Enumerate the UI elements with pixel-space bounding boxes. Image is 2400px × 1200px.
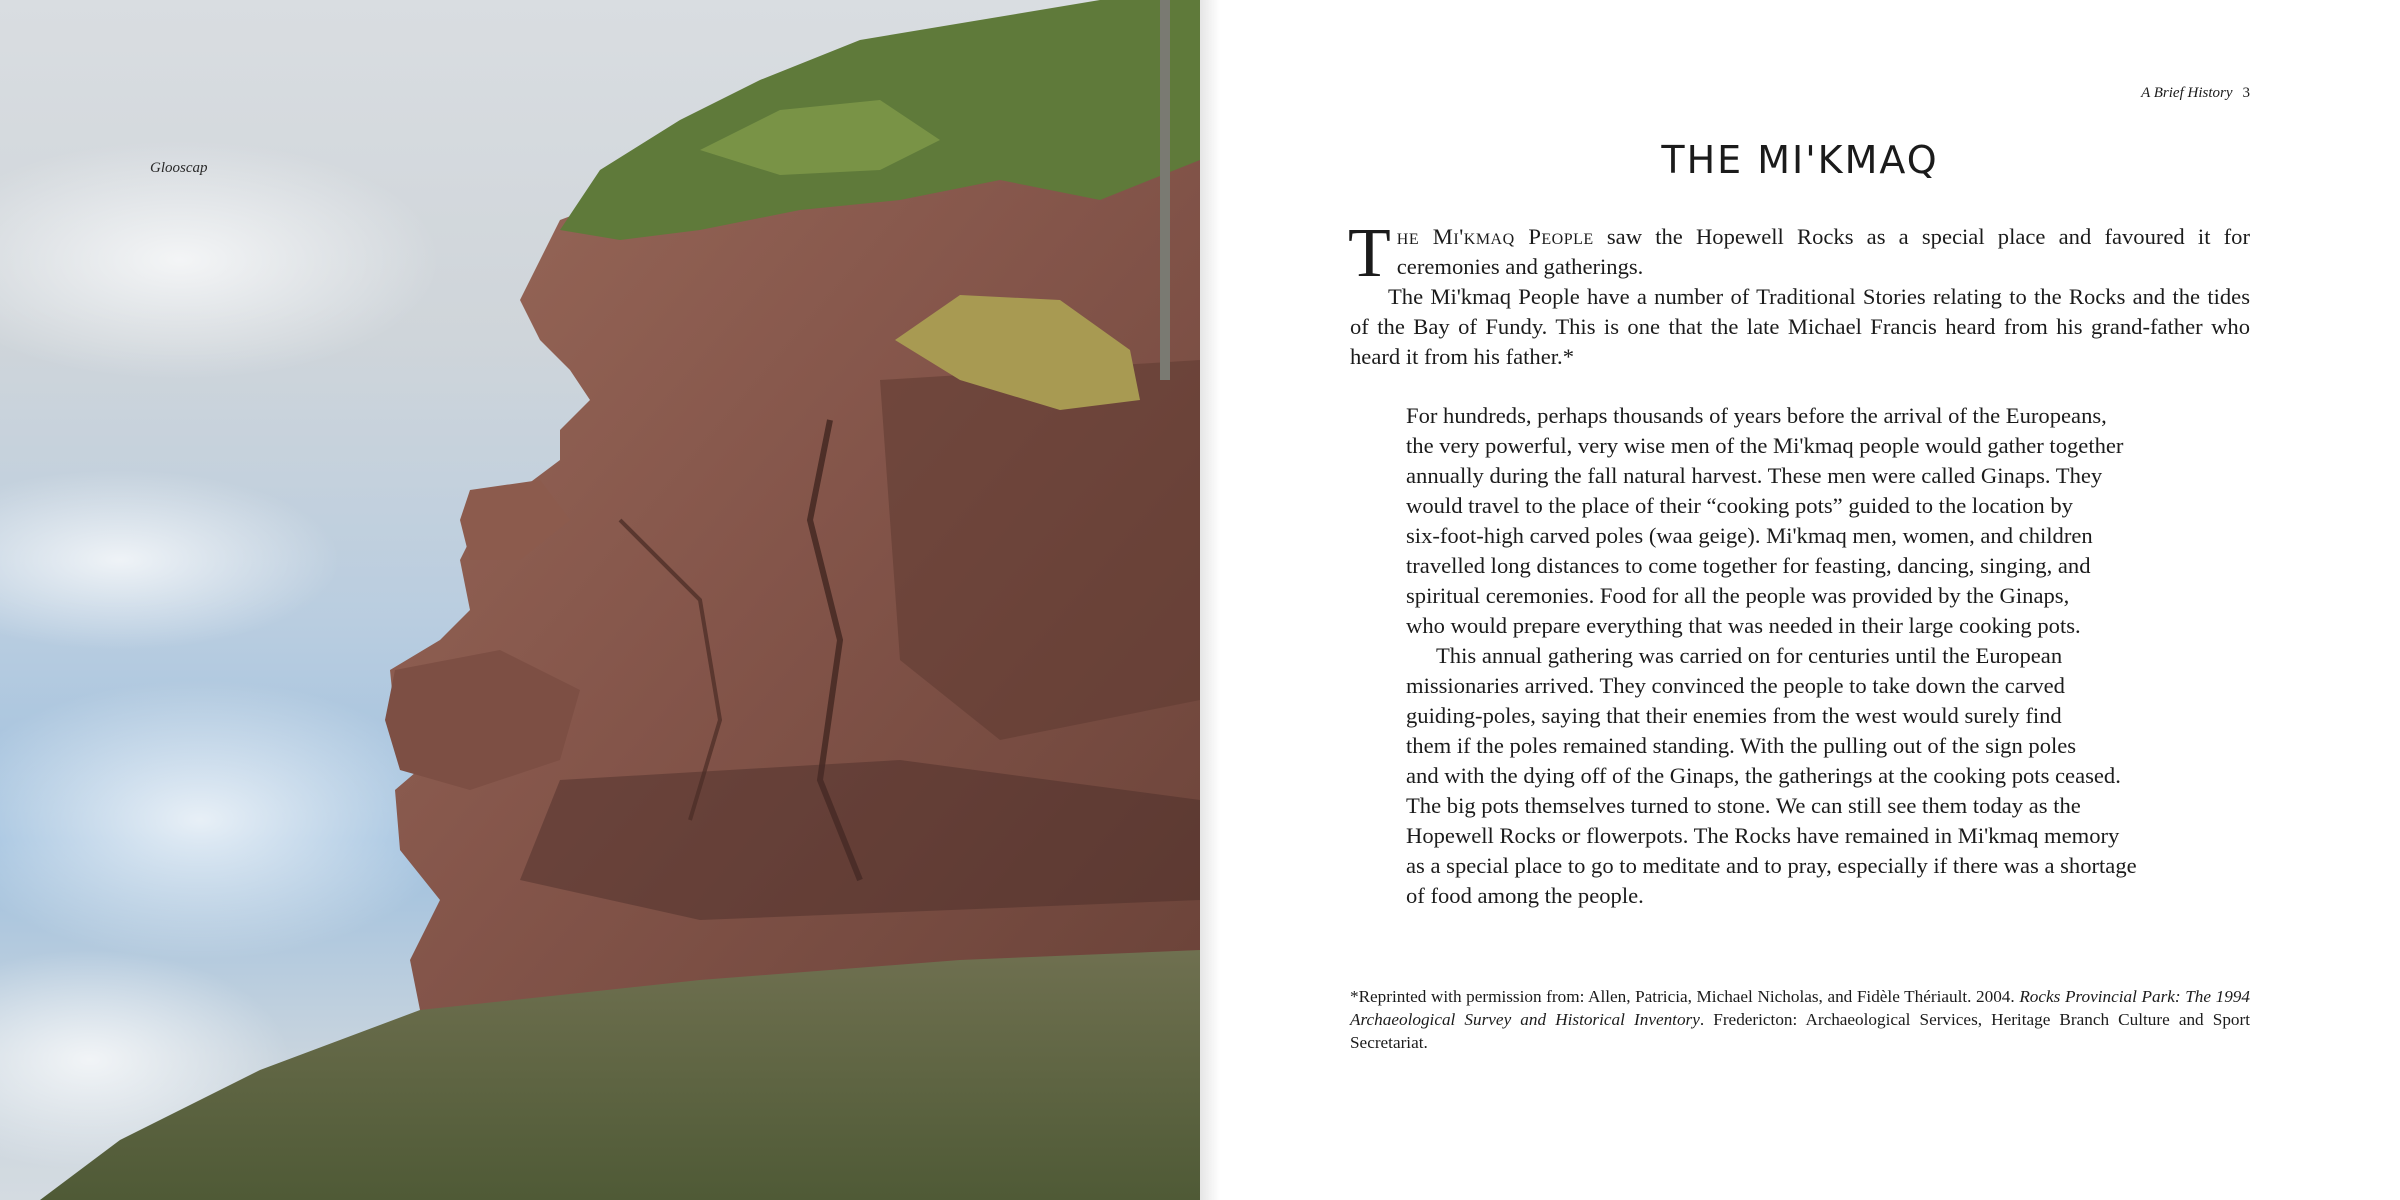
quote-line: six-foot-high carved poles (waa geige). Mi'kmaq men, women, and children xyxy=(1406,523,2093,548)
running-head xyxy=(2141,85,2250,102)
quote-line: annually during the fall natural harvest. These men were called Ginaps. They xyxy=(1406,463,2103,488)
quote-line: guiding-poles, saying that their enemies from the west would surely find xyxy=(1406,703,2062,728)
quote-line: For hundreds, perhaps thousands of years before the arrival of the Europeans, xyxy=(1406,403,2107,428)
quote-line: them if the poles remained standing. With the pulling out of the sign poles xyxy=(1406,733,2077,758)
intro-rest: saw the Hopewell Rocks as a special place and favoured it for ceremonies and gatherings. xyxy=(1396,224,2250,279)
intro-text xyxy=(1348,215,2250,372)
quote-paragraph-2 xyxy=(1406,641,2226,911)
page-number: 3 xyxy=(2242,85,2250,101)
footnote xyxy=(1350,985,2250,1054)
intro-paragraph xyxy=(1348,215,2250,292)
quote-line: of food among the people. xyxy=(1406,883,1644,908)
running-head-title: A Brief History xyxy=(2141,85,2233,101)
tree-trunk xyxy=(1160,0,1170,380)
text-page xyxy=(1200,0,2400,1200)
footnote-prefix: *Reprinted with permission from: Allen, Patricia, Michael Nicholas, and Fidèle Thériault. 2004. xyxy=(1350,987,2020,1006)
quote-line: spiritual ceremonies. Food for all the people was provided by the Ginaps, xyxy=(1406,583,2070,608)
cloud xyxy=(0,470,340,650)
drop-cap: T xyxy=(1348,215,1391,292)
quote-line: and with the dying off of the Ginaps, the gatherings at the cooking pots ceased. xyxy=(1406,763,2121,788)
intro-smallcaps: he Mi'kmaq People xyxy=(1396,224,1594,249)
quote-line: would travel to the place of their “cooking pots” guided to the location by xyxy=(1406,493,2073,518)
quote-line: Hopewell Rocks or flowerpots. The Rocks have remained in Mi'kmaq memory xyxy=(1406,823,2120,848)
chapter-title: THE MI'KMAQ xyxy=(1661,138,1939,182)
footnote-suffix: . Fredericton: Archaeological Services, Heritage Branch Culture and Sport Secretariat. xyxy=(1350,1010,2251,1052)
quote-paragraph-1 xyxy=(1406,401,2226,641)
intro-paragraph-2: The Mi'kmaq People have a number of Traditional Stories relating to the Rocks and the tides of the Bay of Fundy. This is one that the late Michael Francis heard from his grand-father who heard it from his father.* xyxy=(1350,284,2250,369)
story-quote xyxy=(1406,401,2226,911)
footnote-title: Rocks Provincial Park: The 1994 Archaeological Survey and Historical Inventory xyxy=(1350,987,2250,1029)
cloud xyxy=(0,140,440,380)
quote-line: The big pots themselves turned to stone. We can still see them today as the xyxy=(1406,793,2081,818)
photo-caption: Glooscap xyxy=(150,160,208,176)
quote-line: the very powerful, very wise men of the Mi'kmaq people would gather together xyxy=(1406,433,2124,458)
quote-line: travelled long distances to come together for feasting, dancing, singing, and xyxy=(1406,553,2091,578)
quote-line: This annual gathering was carried on for centuries until the European xyxy=(1436,643,2063,668)
quote-line: missionaries arrived. They convinced the people to take down the carved xyxy=(1406,673,2065,698)
quote-line: as a special place to go to meditate and to pray, especially if there was a shortage xyxy=(1406,853,2137,878)
quote-line: who would prepare everything that was needed in their large cooking pots. xyxy=(1406,613,2081,638)
